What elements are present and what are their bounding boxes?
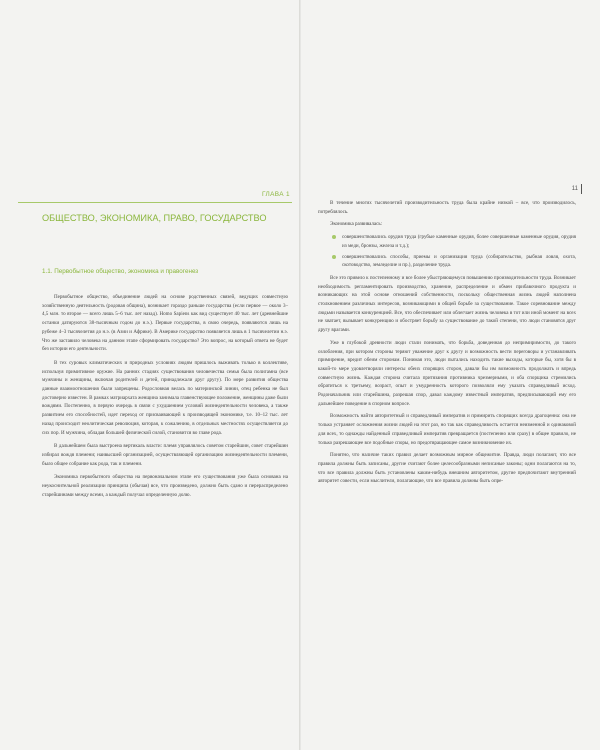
chapter-rule bbox=[18, 202, 292, 203]
page-number-bar bbox=[581, 184, 583, 194]
paragraph: В дальнейшем была выстроена вертикаль власти: племя управлялось советом старейшин, совет старейшин избирал вождя племени; наивысшей организацией, осуществляющей организацию жизнедеятельности племени, было общее собрание как рода, так и племени. bbox=[42, 443, 288, 467]
left-page bbox=[18, 0, 290, 750]
right-text-column bbox=[318, 199, 576, 490]
paragraph: Первобытное общество, объединение людей на основе родственных связей, ведущих совместную хозяйственную деятельность (родовая община), возникает гораздо раньше государства (если первое — около 3–4,5 млн. то второе — всего лишь 5–6 тыс. лет назад). Homo Sapiens как вид существует 40 тыс. лет (древнейшие останки датируются 38-тысячным годом до н.э.). Первые государства, в свою очередь, появляются лишь на рубеже 4–3 тысячелетия до н.э. (в Азии и Африке). В Америке государство появляется лишь в 1 тысячелетии н.э. Что же заставило человека на данном этапе сформировать государство? Это вопрос, на который ответа не будет без истории его деятельности. bbox=[42, 294, 288, 353]
list-item-text: совершенствовались орудия труда (грубые каменные орудия, более совершенные каменные орудия, орудия из меди, бронзы, железа и т.д.); bbox=[342, 234, 576, 249]
paragraph: Уже в глубокой древности люди стали понимать, что борьба, доведенная до непримиримости, до такого озлобления, при котором стороны теряют уважение друг к другу и возможность вести переговоры и устанавливать примирение, вредит обеим сторонам. Понимая это, люди пытались находить такие выходы, которые бы, хотя бы в какой-то мере удовлетворяли интересы обеих спорящих сторон, давали бы им возможность продолжать и впредь совместную жизнь. Каждая сторона считала притязания противника чрезмерными, и оба спорщика стремились обратиться к третьему, возраст, опыт и умудренность которого позволяли ему указать справедливый исход. Родоначальник или старейшина, разрешая спор, давал каждому известный императив, предписывающий ему его дальнейшее поведение в спорном вопросе. bbox=[318, 339, 576, 407]
paragraph: Понятно, что наличие таких правил делает возможным мирное общежитие. Правда, люди полагают, что все правила должны быть записаны, другие считают более целесообразными неписаные законы; одни полагаются на то, что все правила должны быть установлены каким-нибудь внешним авторитетом, другие предпочитают внутренний авторитет совести, если мыслители, полагающие, что все правила должны быть опре- bbox=[318, 452, 576, 485]
list-lead: Экономика развивалась: bbox=[330, 221, 383, 228]
green-bullet-icon bbox=[332, 255, 336, 259]
chapter-title: ОБЩЕСТВО, ЭКОНОМИКА, ПРАВО, ГОСУДАРСТВО bbox=[42, 213, 267, 223]
right-page bbox=[312, 0, 582, 750]
chapter-label: ГЛАВА 1 bbox=[262, 191, 290, 198]
paragraph: Экономика первобытного общества на первоначальном этапе его существования уже была основана на неукоснительной реализации принципа (обычая) все, что произведено, должно быть сдано и перераспределено старейшинами между всеми, а каждый получал определенную долю. bbox=[42, 474, 288, 498]
page-number: 11 bbox=[571, 186, 578, 192]
green-bullet-icon bbox=[332, 235, 336, 239]
left-text-column bbox=[42, 293, 288, 504]
list-item-text: совершенствовались способы, приемы и организация труда (собирательство, рыбная ловля, охота, скотоводство, земледелие и пр.), разделение труда. bbox=[342, 253, 576, 269]
paragraph: Возможность найти авторитетный и справедливый императив и примирить спорящих всегда драгоценна: она не только устраняет осложнения жизни людей на этот раз, но так как справедливость остается неизменной и одинаковой для всех, то однажды найденный справедливый императив превращается (постепенно или сразу) в общее правило, не только разрешающее все подобные споры, но предотвращающее самое возникновение их. bbox=[318, 413, 576, 446]
section-heading: 1.1. Первобытное общество, экономика и правогенез bbox=[42, 268, 199, 275]
book-spine bbox=[299, 0, 301, 750]
list-item bbox=[342, 253, 576, 270]
list-item bbox=[342, 233, 576, 250]
paragraph: В тех суровых климатических и природных условиях людям пришлось выживать только в коллективе, используя примитивное оружие. На ранних стадиях существования человечества семья была полигамна (все мужчины и женщины, включая родителей и детей, принадлежали друг другу). По мере развития общества данные взаимоотношения были запрещены. Родословная велась по материнской линии, отец ребенка не был достоверно известен. В рамках матриархата женщина занимала главенствующее положение, женщины даже были вождями. Постепенно, в первую очередь в связи с ухудшением условий жизнедеятельности человека, а также развитием его способностей, идет переход от присваивающей к производящей экономике, т.е. 10–12 тыс. лет назад происходит неолитическая революция, которая, к сожалению, в отдельных местностях осуществляется до сих пор. И мужчина, обладая большей физической силой, становится во главе рода. bbox=[42, 359, 288, 436]
bullet-list bbox=[318, 233, 576, 270]
paragraph: Все это привело к постепенному и все более убыстряющемуся повышению производительности труда. Возникает необходимость регламентировать производство, хранение, распределение и обмен прибавочного продукта и возникающих на этой основе отношений собственности, поскольку общественная жизнь людей наполнена столкновением различных интересов, возникающими в общей борьбе за существование. Такое соревнование между людьми называется конкуренцией. Все, что обеспечивает или облегчает жизнь человека в тот или иной момент на всех не хватает, вызывает конкуренцию и обостряет борьбу за существование до такой степени, что люди становятся друг другу врагами. bbox=[318, 274, 576, 334]
paragraph: В течение многих тысячелетий производительность труда была крайне низкой – все, что производилось, потреблялось. bbox=[318, 200, 576, 215]
